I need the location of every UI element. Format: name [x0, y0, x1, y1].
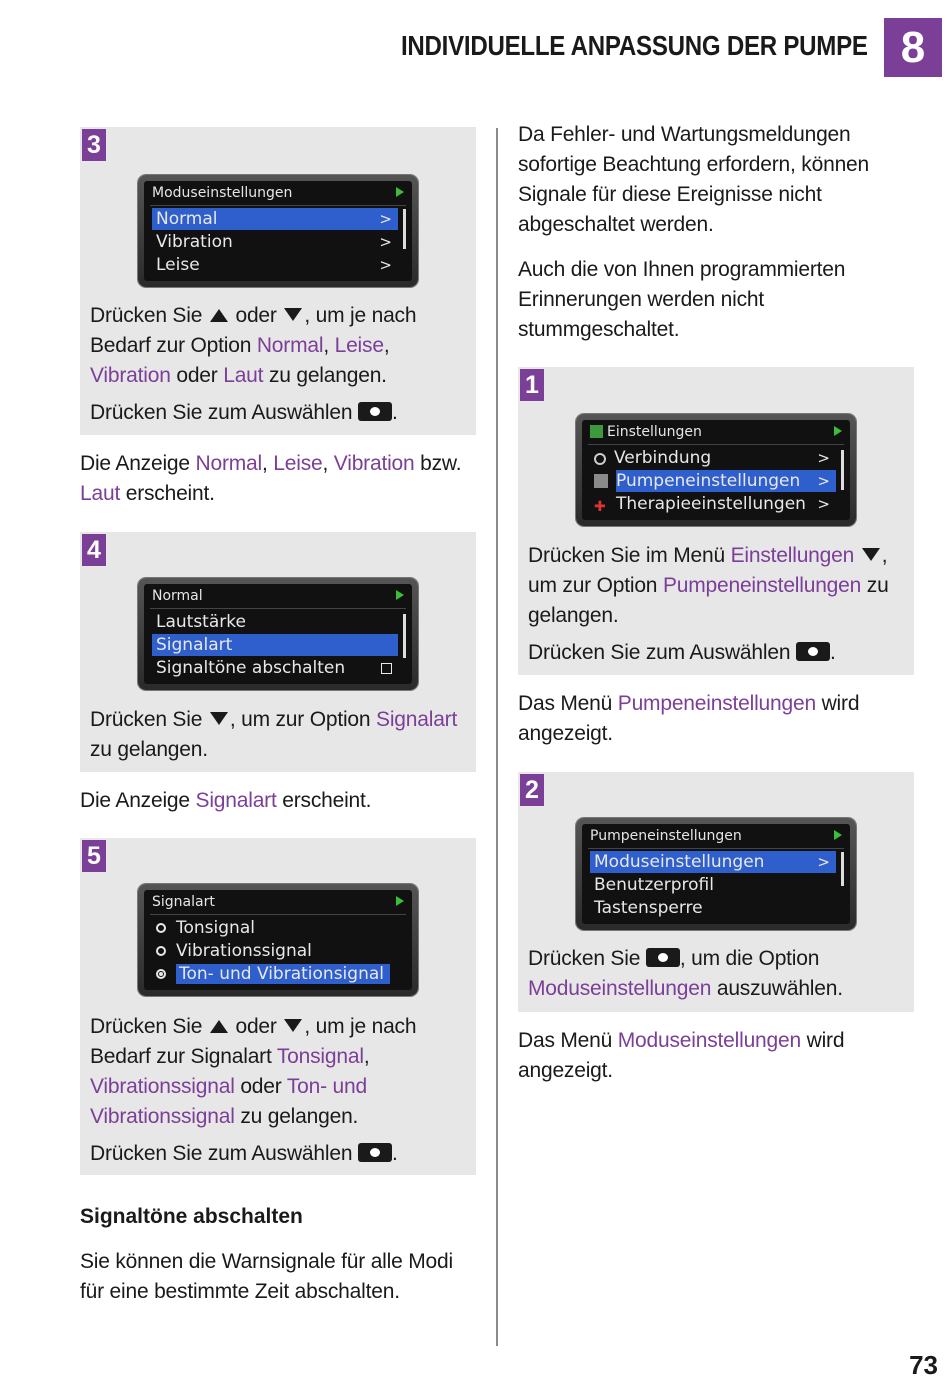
play-arrow-icon	[396, 187, 404, 197]
step-5-select-instruction: Drücken Sie zum Auswählen .	[90, 1142, 398, 1165]
step-number: 2	[520, 774, 544, 806]
down-arrow-icon	[862, 548, 880, 561]
step-3-box	[80, 127, 476, 435]
section-text: Sie können die Warnsignale für alle Modi für eine bestimmte Zeit abschalten.	[80, 1250, 453, 1303]
chevron-right-icon: >	[817, 472, 830, 490]
step-number: 3	[82, 129, 106, 161]
pump-screen-signalart	[138, 884, 418, 996]
select-button-icon	[358, 402, 392, 421]
intro-paragraph-1: Da Fehler- und Wartungsmeldungen sofortige Beachtung erfordern, können Signale für diese Ereignisse nicht abgeschaltet werden.	[518, 123, 870, 236]
screen-row: Vibration >	[156, 232, 392, 252]
screen-row: ✚ Therapieeinstellungen >	[594, 494, 830, 515]
step-1-box	[518, 367, 914, 675]
screen-row: Leise >	[156, 255, 392, 275]
chevron-right-icon: >	[379, 233, 392, 251]
chevron-right-icon: >	[817, 495, 830, 513]
select-button-icon	[796, 642, 830, 661]
play-arrow-icon	[834, 830, 842, 840]
therapy-cross-icon: ✚	[594, 499, 606, 515]
settings-check-icon	[590, 425, 603, 438]
step-3-select-instruction: Drücken Sie zum Auswählen .	[90, 401, 398, 424]
screen-row: Benutzerprofil	[594, 875, 714, 895]
chevron-right-icon: >	[379, 210, 392, 228]
page-number: 73	[909, 1350, 938, 1380]
step-1-instruction: Drücken Sie im Menü Einstellungen , um zur Option Pumpeneinstellungen zu gelangen.	[528, 544, 889, 627]
step-2-box	[518, 772, 914, 1012]
scrollbar	[841, 450, 844, 490]
step-2-instruction: Drücken Sie , um die Option Moduseinstellungen auszuwählen.	[528, 947, 843, 1000]
screen-row: Moduseinstellungen >	[590, 851, 836, 873]
radio-selected-icon	[156, 969, 166, 979]
down-arrow-icon	[210, 712, 228, 725]
pump-screen-normal	[138, 578, 418, 690]
intro-paragraph-2: Auch die von Ihnen programmierten Erinnerungen werden nicht stummgeschaltet.	[518, 258, 846, 341]
step-4-instruction: Drücken Sie , um zur Option Signalart zu gelangen.	[90, 708, 458, 761]
step-4-box	[80, 532, 476, 772]
step-number: 5	[82, 840, 106, 872]
pump-screen-einstellungen	[576, 414, 856, 526]
connection-icon	[594, 453, 606, 465]
pump-screen-moduseinstellungen	[138, 175, 418, 287]
screen-row: Ton- und Vibrationsignal	[152, 963, 398, 985]
chevron-right-icon: >	[817, 853, 830, 871]
pump-screen-pumpeneinstellungen	[576, 818, 856, 930]
screen-row: Signalart	[152, 634, 398, 656]
scrollbar	[841, 852, 844, 886]
radio-icon	[156, 946, 166, 956]
play-arrow-icon	[396, 590, 404, 600]
screen-row: Lautstärke	[156, 612, 246, 632]
screen-title: Normal	[152, 588, 203, 604]
checkbox-icon	[381, 663, 392, 674]
screen-row: Verbindung >	[590, 447, 836, 469]
select-button-icon	[358, 1143, 392, 1162]
radio-icon	[156, 923, 166, 933]
after-step-4-text: Die Anzeige Signalart erscheint.	[80, 789, 372, 812]
column-divider	[496, 128, 498, 1346]
after-step-1-text: Das Menü Pumpeneinstellungen wird angezeigt.	[518, 692, 860, 745]
screen-title: Einstellungen	[590, 424, 702, 440]
screen-row: Tastensperre	[594, 898, 703, 918]
select-button-icon	[646, 948, 680, 967]
screen-title: Pumpeneinstellungen	[590, 828, 742, 844]
pump-icon	[594, 474, 608, 488]
screen-title: Moduseinstellungen	[152, 185, 293, 201]
scrollbar	[403, 209, 406, 249]
step-3-instruction: Drücken Sie oder , um je nach Bedarf zur Option Normal, Leise, Vibration oder Laut zu gelangen.	[90, 304, 417, 387]
step-number: 4	[82, 534, 106, 566]
chevron-right-icon: >	[817, 449, 830, 467]
section-heading: Signaltöne abschalten	[80, 1205, 303, 1228]
step-5-box	[80, 838, 476, 1175]
screen-row: Pumpeneinstellungen >	[590, 470, 836, 492]
up-arrow-icon	[210, 309, 228, 322]
up-arrow-icon	[210, 1020, 228, 1033]
screen-title: Signalart	[152, 894, 215, 910]
screen-row: Normal >	[152, 208, 398, 230]
scrollbar	[403, 614, 406, 658]
down-arrow-icon	[284, 1019, 302, 1032]
chapter-title: INDIVIDUELLE ANPASSUNG DER PUMPE	[401, 30, 868, 61]
step-number: 1	[520, 369, 544, 401]
screen-row: Signaltöne abschalten	[152, 657, 398, 679]
screen-row: Vibrationssignal	[152, 940, 398, 962]
play-arrow-icon	[834, 426, 842, 436]
after-step-3-text: Die Anzeige Normal, Leise, Vibration bzw. Laut erscheint.	[80, 452, 462, 505]
chevron-right-icon: >	[379, 256, 392, 274]
play-arrow-icon	[396, 896, 404, 906]
step-5-instruction: Drücken Sie oder , um je nach Bedarf zur Signalart Tonsignal, Vibrationssignal oder Ton- und Vibrationssignal zu gelangen.	[90, 1015, 417, 1128]
down-arrow-icon	[284, 308, 302, 321]
after-step-2-text: Das Menü Moduseinstellungen wird angezeigt.	[518, 1029, 845, 1082]
step-1-select-instruction: Drücken Sie zum Auswählen .	[528, 641, 836, 664]
chapter-number-badge: 8	[884, 18, 942, 77]
screen-row: Tonsignal	[152, 917, 398, 939]
